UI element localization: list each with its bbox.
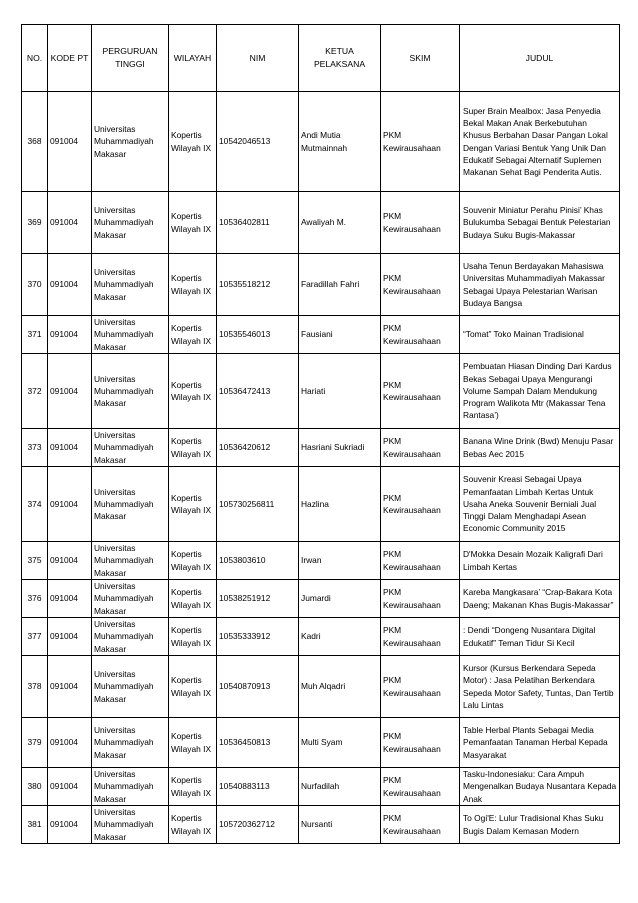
cell-ketua: Andi Mutia Mutmainnah [299, 92, 381, 192]
cell-kode-pt: 091004 [48, 806, 92, 844]
cell-wilayah: Kopertis Wilayah IX [169, 806, 217, 844]
cell-no: 371 [22, 316, 48, 354]
header-judul: JUDUL [460, 25, 620, 92]
cell-no: 380 [22, 768, 48, 806]
cell-skim: PKM Kewirausahaan [381, 806, 460, 844]
table-row [22, 429, 620, 467]
table-row [22, 192, 620, 254]
cell-skim: PKM Kewirausahaan [381, 316, 460, 354]
cell-nim: 10536420612 [217, 429, 299, 467]
cell-nim: 10536472413 [217, 354, 299, 429]
cell-kode-pt: 091004 [48, 192, 92, 254]
cell-ketua: Fausiani [299, 316, 381, 354]
cell-nim: 10535333912 [217, 618, 299, 656]
cell-judul: Tasku-Indonesiaku: Cara Ampuh Mengenalkan Budaya Nusantara Kepada Anak [460, 768, 620, 806]
cell-perguruan-tinggi: Universitas Muhammadiyah Makasar [92, 656, 169, 718]
cell-no: 373 [22, 429, 48, 467]
cell-kode-pt: 091004 [48, 542, 92, 580]
cell-nim: 10540870913 [217, 656, 299, 718]
cell-judul: Pembuatan Hiasan Dinding Dari Kardus Bekas Sebagai Upaya Mengurangi Volume Sampah Dalam Mendukung Program Walikota Mtr (Makassar Tena Rantasa’) [460, 354, 620, 429]
cell-judul: To Ogi'E: Lulur Tradisional Khas Suku Bugis Dalam Kemasan Modern [460, 806, 620, 844]
cell-kode-pt: 091004 [48, 316, 92, 354]
cell-judul: D'Mokka Desain Mozaik Kaligrafi Dari Limbah Kertas [460, 542, 620, 580]
cell-wilayah: Kopertis Wilayah IX [169, 618, 217, 656]
cell-perguruan-tinggi: Universitas Muhammadiyah Makasar [92, 254, 169, 316]
cell-perguruan-tinggi: Universitas Muhammadiyah Makasar [92, 354, 169, 429]
header-wilayah: WILAYAH [169, 25, 217, 92]
cell-perguruan-tinggi: Universitas Muhammadiyah Makasar [92, 429, 169, 467]
cell-nim: 10535546013 [217, 316, 299, 354]
cell-kode-pt: 091004 [48, 354, 92, 429]
cell-ketua: Faradillah Fahri [299, 254, 381, 316]
table-row [22, 316, 620, 354]
cell-judul: Kursor (Kursus Berkendara Sepeda Motor) : Jasa Pelatihan Berkendara Sepeda Motor Safety, Tuntas, Dan Tertib Lalu Lintas [460, 656, 620, 718]
cell-judul: Table Herbal Plants Sebagai Media Pemanfaatan Tanaman Herbal Kepada Masyarakat [460, 718, 620, 768]
cell-perguruan-tinggi: Universitas Muhammadiyah Makasar [92, 768, 169, 806]
cell-no: 377 [22, 618, 48, 656]
cell-perguruan-tinggi: Universitas Muhammadiyah Makasar [92, 542, 169, 580]
cell-skim: PKM Kewirausahaan [381, 718, 460, 768]
cell-nim: 10540883113 [217, 768, 299, 806]
table-row [22, 254, 620, 316]
header-perguruan-tinggi: PERGURUAN TINGGI [92, 25, 169, 92]
cell-wilayah: Kopertis Wilayah IX [169, 467, 217, 542]
cell-judul: Souvenir Kreasi Sebagai Upaya Pemanfaatan Limbah Kertas Untuk Usaha Aneka Souvenir Berniali Jual Tinggi Dalam Menghadapi Asean Economic Community 2015 [460, 467, 620, 542]
cell-skim: PKM Kewirausahaan [381, 254, 460, 316]
cell-wilayah: Kopertis Wilayah IX [169, 192, 217, 254]
cell-judul: : Dendi “Dongeng Nusantara Digital Edukatif” Teman Tidur Si Kecil [460, 618, 620, 656]
cell-judul: Kareba Mangkasara’ “Crap-Bakara Kota Daeng; Makanan Khas Bugis-Makassar” [460, 580, 620, 618]
cell-ketua: Jumardi [299, 580, 381, 618]
cell-wilayah: Kopertis Wilayah IX [169, 656, 217, 718]
cell-kode-pt: 091004 [48, 656, 92, 718]
cell-no: 375 [22, 542, 48, 580]
table-row [22, 806, 620, 844]
cell-skim: PKM Kewirausahaan [381, 768, 460, 806]
cell-ketua: Hasriani Sukriadi [299, 429, 381, 467]
cell-no: 379 [22, 718, 48, 768]
header-no: NO. [22, 25, 48, 92]
cell-no: 376 [22, 580, 48, 618]
cell-no: 381 [22, 806, 48, 844]
header-nim: NIM [217, 25, 299, 92]
cell-nim: 105730256811 [217, 467, 299, 542]
cell-kode-pt: 091004 [48, 580, 92, 618]
cell-kode-pt: 091004 [48, 254, 92, 316]
cell-kode-pt: 091004 [48, 429, 92, 467]
cell-perguruan-tinggi: Universitas Muhammadiyah Makasar [92, 467, 169, 542]
cell-perguruan-tinggi: Universitas Muhammadiyah Makasar [92, 92, 169, 192]
cell-perguruan-tinggi: Universitas Muhammadiyah Makasar [92, 618, 169, 656]
cell-kode-pt: 091004 [48, 618, 92, 656]
cell-ketua: Muh Alqadri [299, 656, 381, 718]
table-row [22, 618, 620, 656]
cell-ketua: Multi Syam [299, 718, 381, 768]
cell-skim: PKM Kewirausahaan [381, 618, 460, 656]
table-row [22, 92, 620, 192]
cell-nim: 10542046513 [217, 92, 299, 192]
cell-nim: 10535518212 [217, 254, 299, 316]
header-kode-pt: KODE PT [48, 25, 92, 92]
cell-judul: Souvenir Miniatur Perahu Pinisi’ Khas Bulukumba Sebagai Bentuk Pelestarian Budaya Suku Bugis-Makassar [460, 192, 620, 254]
cell-wilayah: Kopertis Wilayah IX [169, 254, 217, 316]
cell-kode-pt: 091004 [48, 768, 92, 806]
cell-skim: PKM Kewirausahaan [381, 656, 460, 718]
cell-ketua: Nursanti [299, 806, 381, 844]
cell-skim: PKM Kewirausahaan [381, 354, 460, 429]
cell-wilayah: Kopertis Wilayah IX [169, 718, 217, 768]
cell-skim: PKM Kewirausahaan [381, 429, 460, 467]
table-row [22, 580, 620, 618]
cell-skim: PKM Kewirausahaan [381, 192, 460, 254]
cell-perguruan-tinggi: Universitas Muhammadiyah Makasar [92, 718, 169, 768]
cell-wilayah: Kopertis Wilayah IX [169, 354, 217, 429]
cell-no: 370 [22, 254, 48, 316]
cell-nim: 105720362712 [217, 806, 299, 844]
cell-skim: PKM Kewirausahaan [381, 542, 460, 580]
cell-no: 374 [22, 467, 48, 542]
cell-no: 369 [22, 192, 48, 254]
table-header-row [22, 25, 620, 92]
cell-ketua: Hariati [299, 354, 381, 429]
table-row [22, 354, 620, 429]
cell-kode-pt: 091004 [48, 467, 92, 542]
cell-judul: Banana Wine Drink (Bwd) Menuju Pasar Bebas Aec 2015 [460, 429, 620, 467]
cell-perguruan-tinggi: Universitas Muhammadiyah Makasar [92, 806, 169, 844]
cell-no: 378 [22, 656, 48, 718]
cell-skim: PKM Kewirausahaan [381, 467, 460, 542]
cell-nim: 10536450813 [217, 718, 299, 768]
header-ketua-pelaksana: KETUA PELAKSANA [299, 25, 381, 92]
cell-wilayah: Kopertis Wilayah IX [169, 316, 217, 354]
cell-kode-pt: 091004 [48, 718, 92, 768]
cell-wilayah: Kopertis Wilayah IX [169, 429, 217, 467]
cell-ketua: Hazlina [299, 467, 381, 542]
cell-wilayah: Kopertis Wilayah IX [169, 542, 217, 580]
header-skim: SKIM [381, 25, 460, 92]
cell-skim: PKM Kewirausahaan [381, 580, 460, 618]
cell-ketua: Kadri [299, 618, 381, 656]
cell-nim: 10536402811 [217, 192, 299, 254]
cell-no: 368 [22, 92, 48, 192]
cell-skim: PKM Kewirausahaan [381, 92, 460, 192]
cell-no: 372 [22, 354, 48, 429]
cell-perguruan-tinggi: Universitas Muhammadiyah Makasar [92, 192, 169, 254]
table-row [22, 656, 620, 718]
table-row [22, 768, 620, 806]
cell-ketua: Nurfadilah [299, 768, 381, 806]
cell-wilayah: Kopertis Wilayah IX [169, 768, 217, 806]
cell-judul: “Tomat” Toko Mainan Tradisional [460, 316, 620, 354]
cell-judul: Usaha Tenun Berdayakan Mahasiswa Universitas Muhammadiyah Makassar Sebagai Upaya Pelestarian Warisan Budaya Bangsa [460, 254, 620, 316]
table-row [22, 467, 620, 542]
cell-judul: Super Brain Mealbox: Jasa Penyedia Bekal Makan Anak Berkebutuhan Khusus Berbahan Dasar Pangan Lokal Dengan Variasi Bentuk Yang Unik Dan Edukatif Sebagai Alternatif Suplemen Makanan Sehat Bagi Penderita Autis. [460, 92, 620, 192]
cell-ketua: Irwan [299, 542, 381, 580]
cell-nim: 10538251912 [217, 580, 299, 618]
cell-perguruan-tinggi: Universitas Muhammadiyah Makasar [92, 580, 169, 618]
cell-kode-pt: 091004 [48, 92, 92, 192]
cell-perguruan-tinggi: Universitas Muhammadiyah Makasar [92, 316, 169, 354]
cell-nim: 1053803610 [217, 542, 299, 580]
table-row [22, 718, 620, 768]
cell-wilayah: Kopertis Wilayah IX [169, 580, 217, 618]
proposal-table [21, 24, 620, 844]
cell-ketua: Awaliyah M. [299, 192, 381, 254]
cell-wilayah: Kopertis Wilayah IX [169, 92, 217, 192]
table-row [22, 542, 620, 580]
